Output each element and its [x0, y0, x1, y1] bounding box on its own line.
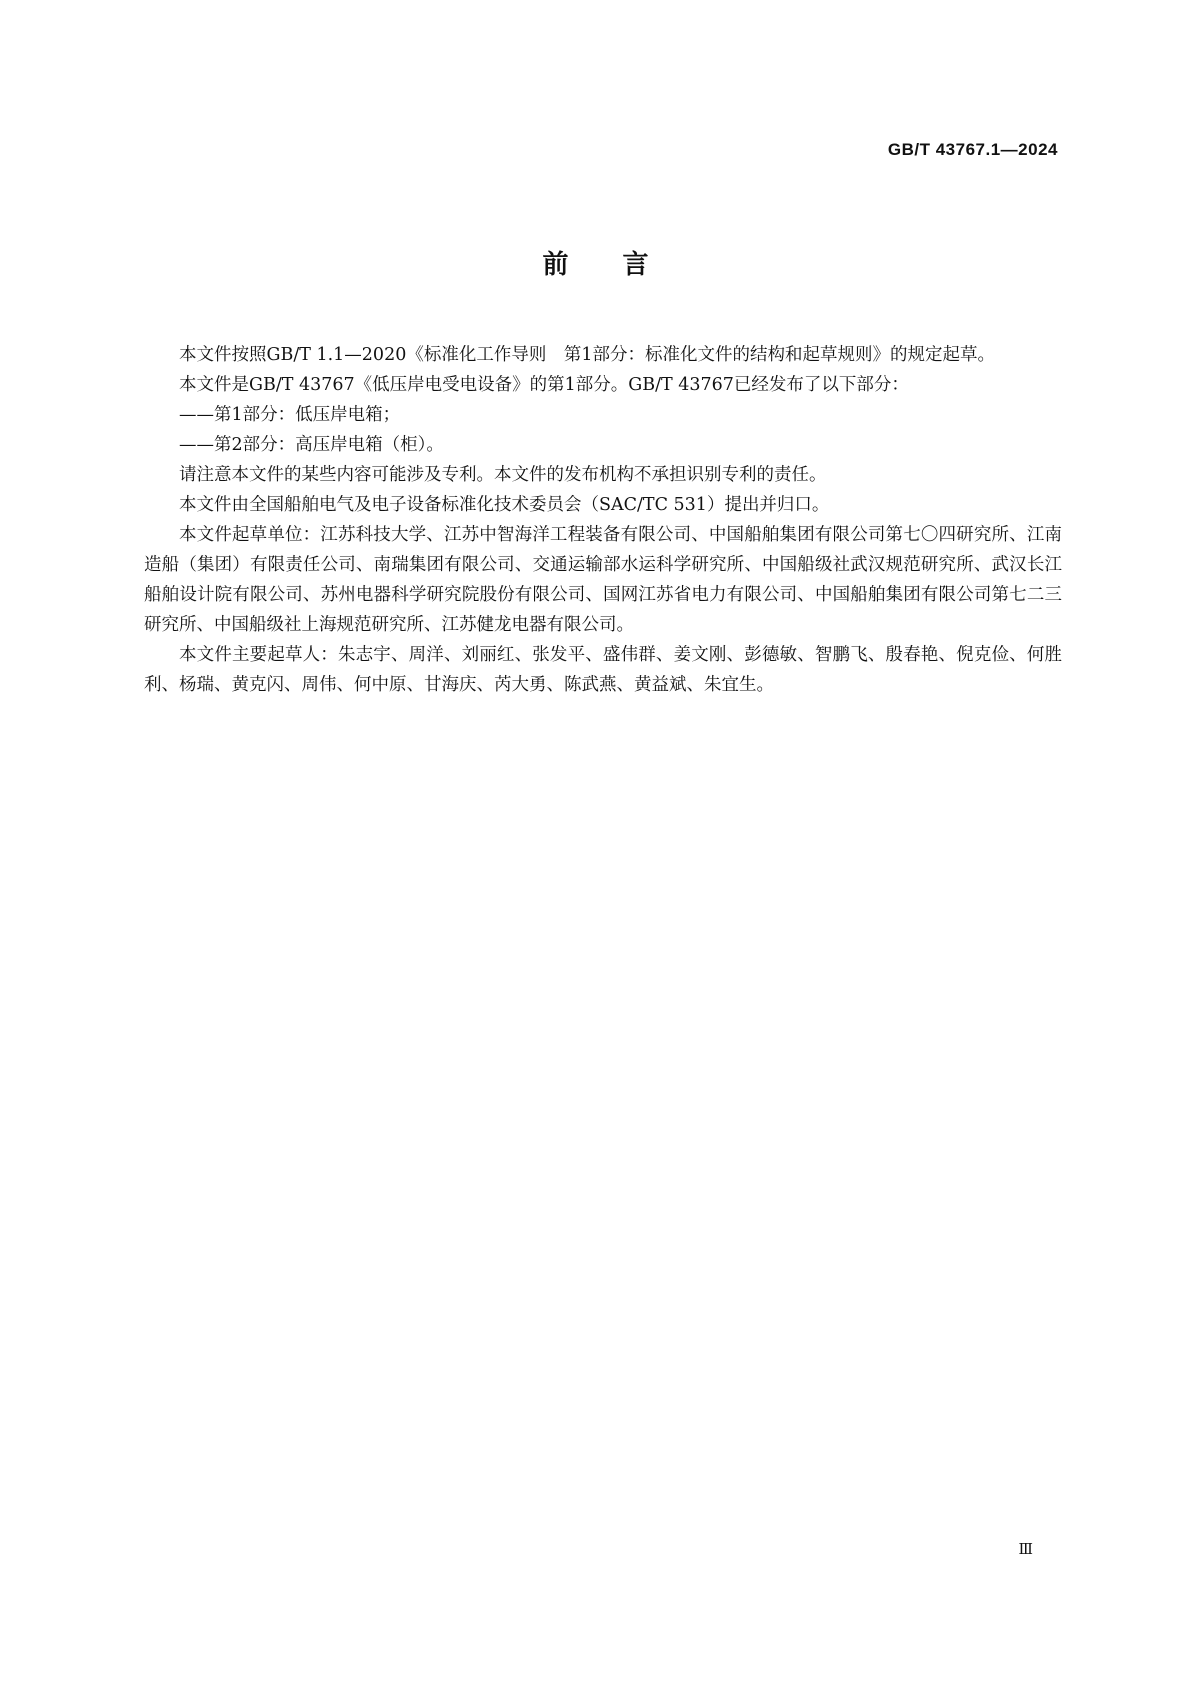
paragraph-drafters: 本文件主要起草人：朱志宇、周洋、刘丽红、张发平、盛伟群、姜文刚、彭德敏、智鹏飞、殷春艳、倪克俭、何胜利、杨瑞、黄克闪、周伟、何中原、甘海庆、芮大勇、陈武燕、黄益斌、朱宜生。	[144, 645, 1062, 695]
page-number: Ⅲ	[1018, 1542, 1032, 1558]
foreword-body	[144, 340, 1062, 700]
paragraph-drafting-units: 本文件起草单位：江苏科技大学、江苏中智海洋工程装备有限公司、中国船舶集团有限公司第七〇四研究所、江南造船（集团）有限责任公司、南瑞集团有限公司、交通运输部水运科学研究所、中国船级社武汉规范研究所、武汉长江船舶设计院有限公司、苏州电器科学研究院股份有限公司、国网江苏省电力有限公司、中国船舶集团有限公司第七二三研究所、中国船级社上海规范研究所、江苏健龙电器有限公司。	[144, 525, 1062, 635]
list-item-part-2: ——第2部分：高压岸电箱（柜）。	[179, 435, 444, 455]
page-title: 前言	[542, 250, 703, 280]
paragraph-part-info: 本文件是GB/T 43767《低压岸电受电设备》的第1部分。GB/T 43767已经发布了以下部分：	[179, 375, 909, 395]
paragraph-proposer: 本文件由全国船舶电气及电子设备标准化技术委员会（SAC/TC 531）提出并归口。	[179, 495, 830, 515]
paragraph-patent-notice: 请注意本文件的某些内容可能涉及专利。本文件的发布机构不承担识别专利的责任。	[179, 465, 827, 485]
paragraph-drafting-rules: 本文件按照GB/T 1.1—2020《标准化工作导则 第1部分：标准化文件的结构和起草规则》的规定起草。	[179, 345, 995, 365]
list-item-part-1: ——第1部分：低压岸电箱；	[179, 405, 401, 425]
standard-code: GB/T 43767.1—2024	[887, 140, 1058, 159]
